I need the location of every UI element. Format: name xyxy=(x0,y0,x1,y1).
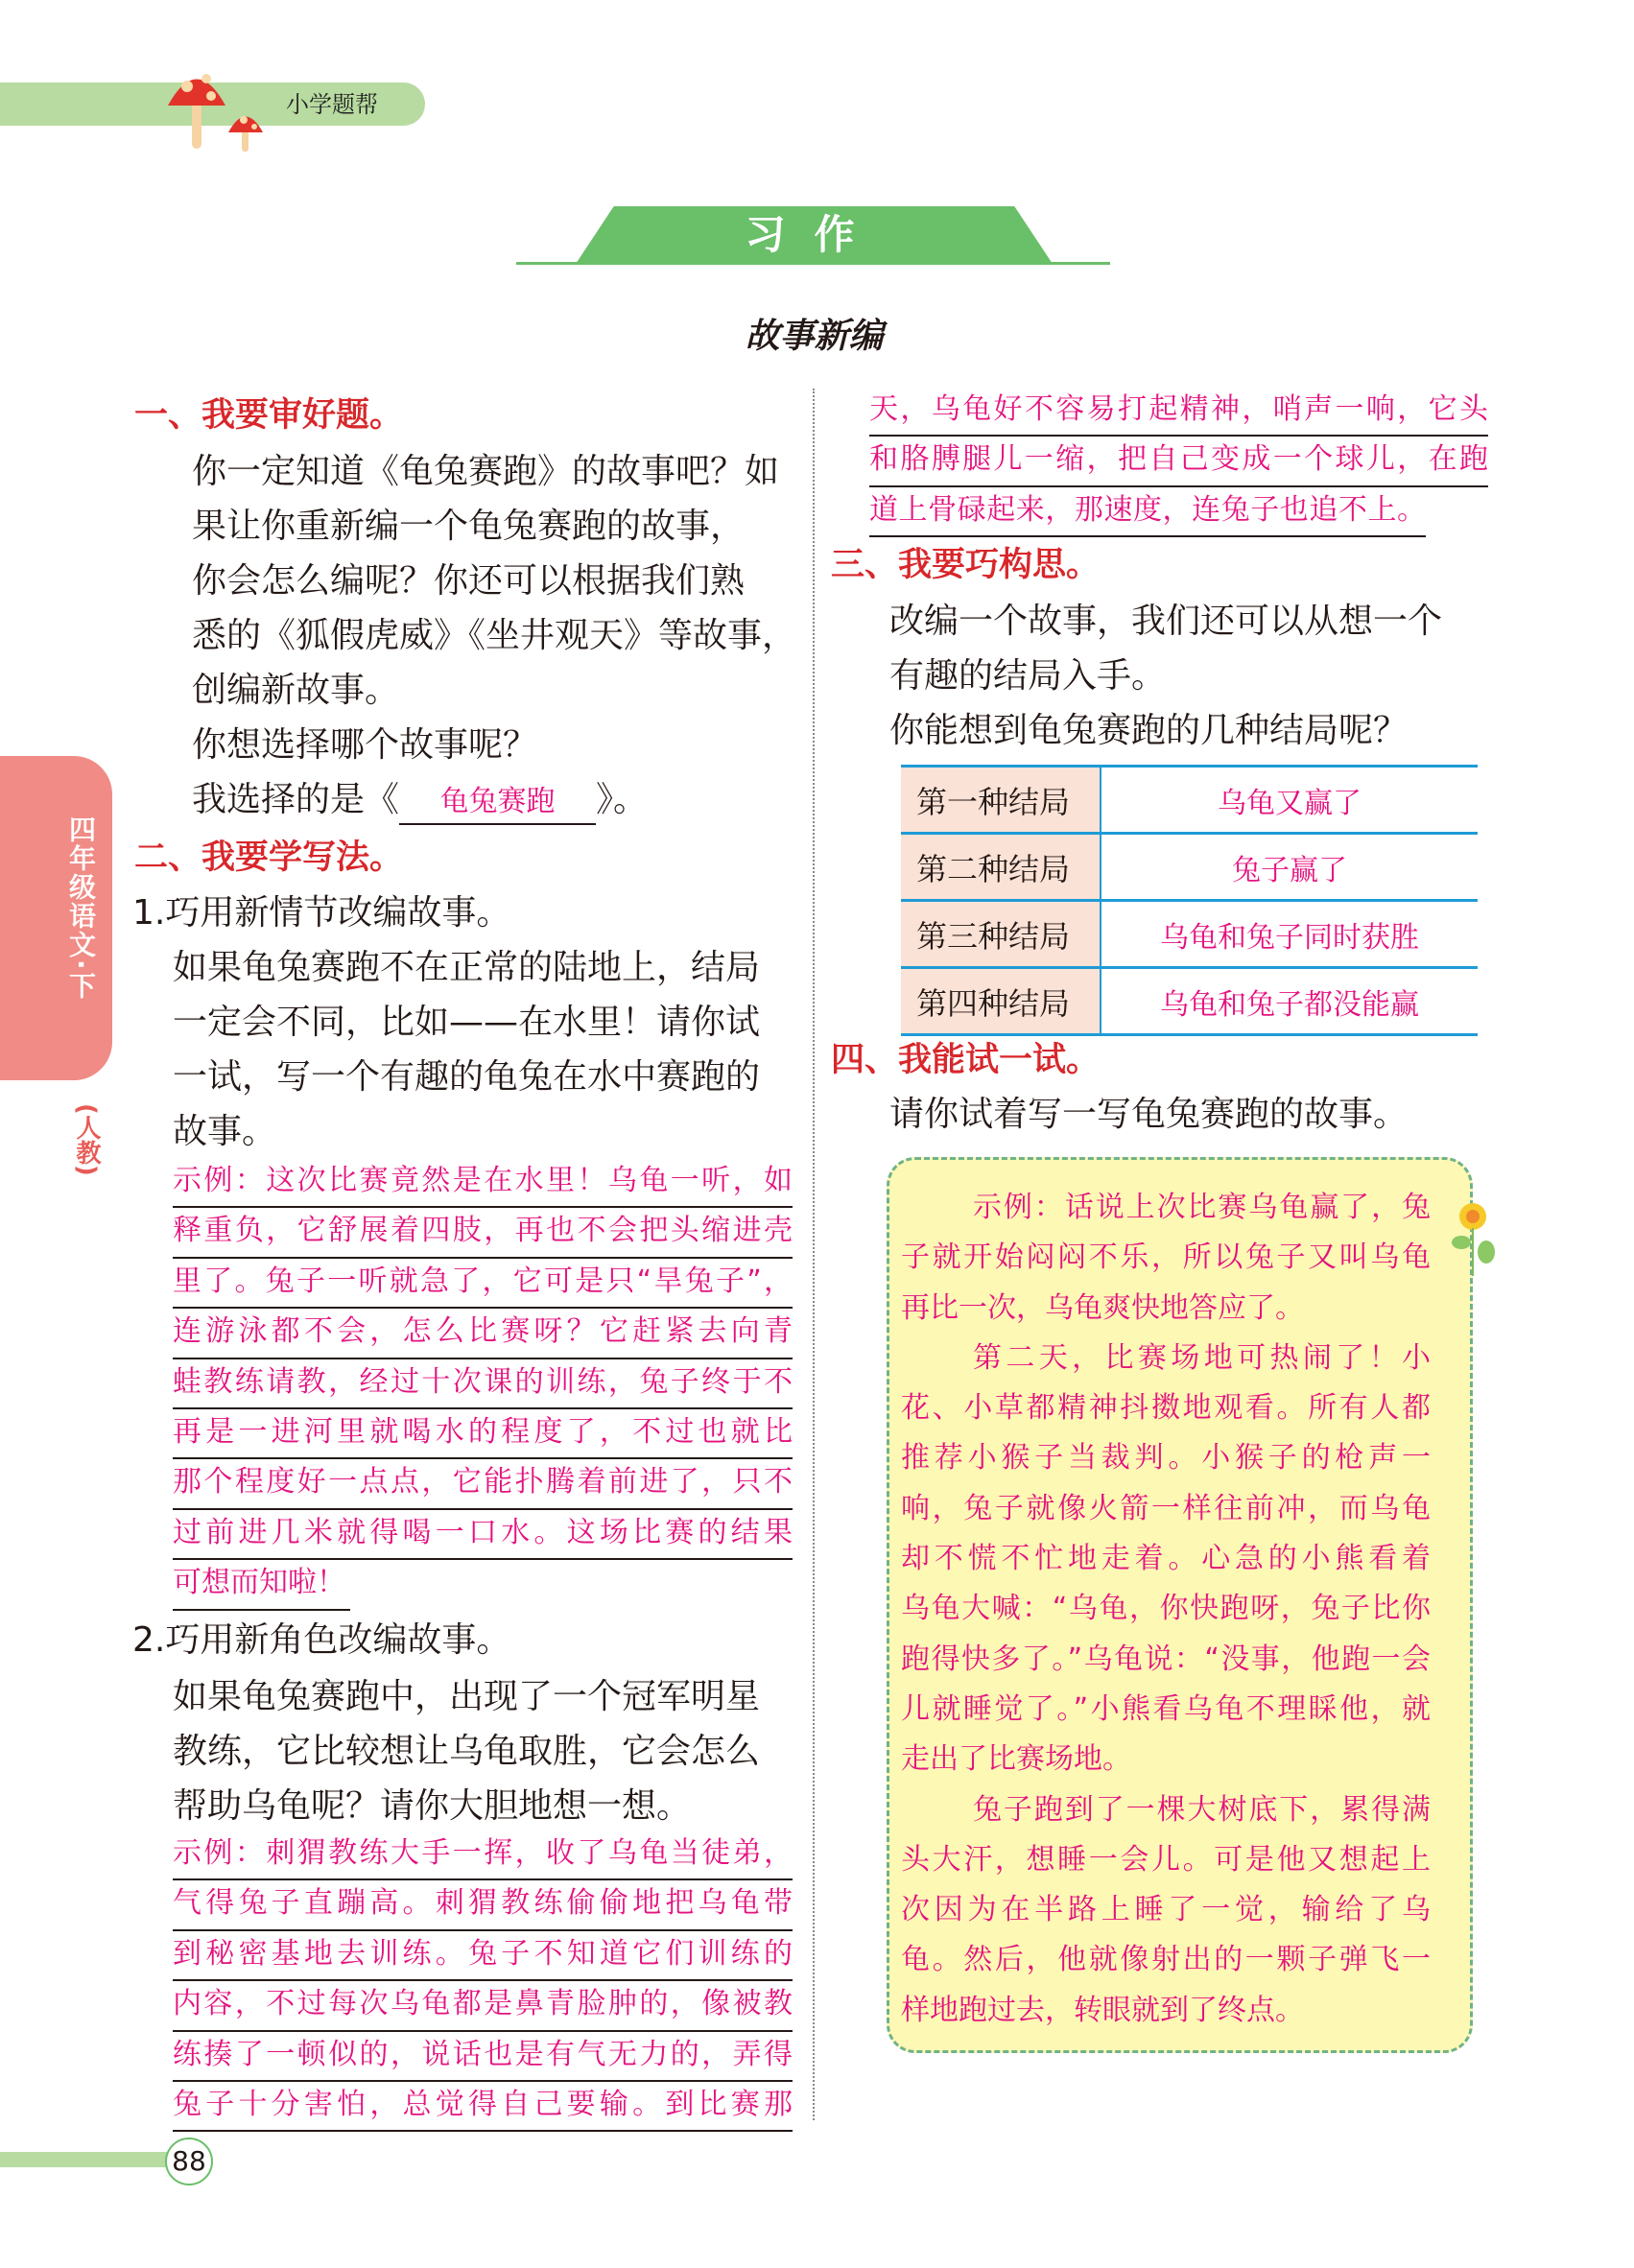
answer-line: 练揍了一顿似的，说话也是有气无力的，弄得 xyxy=(173,2032,793,2082)
answer-line: 蛙教练请教，经过十次课的训练，兔子终于不 xyxy=(173,1359,793,1409)
story-line: 儿就睡觉了。”小熊看乌龟不理睬他，就 xyxy=(901,1691,1431,1726)
ending-label: 第四种结局 xyxy=(901,968,1101,1035)
choice-suffix: 》。 xyxy=(596,780,649,819)
table-row xyxy=(901,901,1478,968)
method-1-text xyxy=(173,940,760,1159)
section-title: 习作 xyxy=(745,211,884,258)
answer-line: 再是一进河里就喝水的程度了，不过也就比 xyxy=(173,1409,793,1459)
choice-line xyxy=(192,772,796,827)
answer-story xyxy=(901,1183,1431,2036)
ending-answer[interactable]: 兔子赢了 xyxy=(1101,834,1478,901)
story-line: 龟。然后，他就像射出的一颗子弹飞一 xyxy=(901,1943,1431,1977)
answer-line: 释重负，它舒展着四肢，再也不会把头缩进壳 xyxy=(173,1208,793,1258)
story-line: 第二天，比赛场地可热闹了！小 xyxy=(973,1340,1431,1375)
text-line: 果让你重新编一个龟兔赛跑的故事， xyxy=(192,507,746,546)
text-line: 你能想到龟兔赛跑的几种结局呢？ xyxy=(889,711,1409,750)
text-line: 教练，它比较想让乌龟取胜，它会怎么 xyxy=(173,1732,761,1771)
story-line: 响，兔子就像火箭一样往前冲，而乌龟 xyxy=(901,1491,1431,1525)
sunflower-icon xyxy=(1444,1199,1502,1276)
answer-line: 到秘密基地去训练。兔子不知道它们训练的 xyxy=(173,1931,793,1981)
text-line: 悉的《狐假虎威》《坐井观天》等故事， xyxy=(192,616,797,655)
story-line: 再比一次，乌龟爽快地答应了。 xyxy=(901,1290,1304,1325)
ending-label: 第三种结局 xyxy=(901,901,1101,968)
heading-section-3: 三、我要巧构思。 xyxy=(831,546,1101,584)
method-2-title: 2.巧用新角色改编故事。 xyxy=(132,1620,511,1660)
method-1-answer xyxy=(173,1158,793,1611)
question-line: 你想选择哪个故事呢？ xyxy=(192,725,538,765)
story-line: 次因为在半路上睡了一觉，输给了乌 xyxy=(901,1893,1431,1927)
answer-line: 兔子十分害怕，总觉得自己要输。到比赛那 xyxy=(173,2082,793,2132)
answer-line: 内容，不过每次乌龟都是鼻青脸肿的，像被教 xyxy=(173,1981,793,2031)
section-1-text xyxy=(192,444,796,827)
text-line: 帮助乌龟呢？请你大胆地想一想。 xyxy=(173,1786,692,1826)
table-row xyxy=(901,767,1478,834)
text-line: 有趣的结局入手。 xyxy=(889,656,1167,696)
answer-line: 示例：刺猬教练大手一挥，收了乌龟当徒弟， xyxy=(173,1831,793,1880)
table-row xyxy=(901,968,1478,1035)
answer-line: 那个程度好一点点，它能扑腾着前进了，只不 xyxy=(173,1459,793,1509)
answer-line: 气得兔子直蹦高。刺猬教练偷偷地把乌龟带 xyxy=(173,1880,793,1930)
answer-line: 天，乌龟好不容易打起精神，哨声一响，它头 xyxy=(869,387,1488,437)
ending-label: 第一种结局 xyxy=(901,767,1101,834)
story-line: 子就开始闷闷不乐，所以兔子又叫乌龟 xyxy=(901,1240,1431,1275)
method-2-answer xyxy=(173,1831,793,2132)
heading-section-2: 二、我要学写法。 xyxy=(134,839,404,877)
endings-table xyxy=(901,765,1478,1036)
story-line: 头大汗，想睡一会儿。可是他又想起上 xyxy=(901,1842,1431,1877)
choice-answer[interactable]: 龟兔赛跑 xyxy=(399,781,596,825)
answer-line: 可想而知啦！ xyxy=(173,1560,350,1610)
method-2-answer-continued xyxy=(869,387,1488,537)
answer-line: 道上骨碌起来，那速度，连兔子也追不上。 xyxy=(869,487,1426,537)
table-row xyxy=(901,834,1478,901)
text-line: 故事。 xyxy=(173,1112,277,1151)
text-line: 如果龟兔赛跑不在正常的陆地上，结局 xyxy=(173,948,761,987)
method-2-text xyxy=(173,1669,760,1833)
mushroom-icon xyxy=(163,58,278,154)
text-line: 创编新故事。 xyxy=(192,671,400,710)
ending-label: 第二种结局 xyxy=(901,834,1101,901)
footer-bar xyxy=(0,2152,192,2167)
choice-prefix: 我选择的是《 xyxy=(192,780,400,819)
ending-answer[interactable]: 乌龟又赢了 xyxy=(1101,767,1478,834)
ending-answer[interactable]: 乌龟和兔子同时获胜 xyxy=(1101,901,1478,968)
story-line: 推荐小猴子当裁判。小猴子的枪声一 xyxy=(901,1441,1431,1476)
answer-line: 示例：这次比赛竟然是在水里！乌龟一听，如 xyxy=(173,1158,793,1208)
story-line: 却不慌不忙地走着。心急的小熊看着 xyxy=(901,1542,1431,1576)
section-4-prompt: 请你试着写一写龟兔赛跑的故事。 xyxy=(889,1095,1409,1134)
answer-line: 连游泳都不会，怎么比赛呀？它赶紧去向青 xyxy=(173,1309,793,1358)
text-line: 改编一个故事，我们还可以从想一个 xyxy=(889,602,1443,641)
text-line: 一定会不同，比如——在水里！请你试 xyxy=(173,1003,761,1042)
text-line: 如果龟兔赛跑中，出现了一个冠军明星 xyxy=(173,1677,761,1716)
text-line: 你一定知道《龟兔赛跑》的故事吧？如 xyxy=(192,452,780,491)
story-line: 兔子跑到了一棵大树底下，累得满 xyxy=(973,1792,1431,1827)
story-line: 乌龟大喊：“乌龟，你快跑呀，兔子比你 xyxy=(901,1592,1431,1626)
answer-line: 和胳膊腿儿一缩，把自己变成一个球儿，在跑 xyxy=(869,437,1488,486)
story-line: 示例：话说上次比赛乌龟赢了，兔 xyxy=(973,1191,1431,1224)
column-divider xyxy=(813,389,815,2120)
page-subtitle: 故事新编 xyxy=(745,317,884,356)
story-line: 样地跑过去，转眼就到了终点。 xyxy=(901,1993,1304,2027)
ending-answer[interactable]: 乌龟和兔子都没能赢 xyxy=(1101,968,1478,1035)
heading-section-4: 四、我能试一试。 xyxy=(831,1041,1101,1079)
answer-line: 里了。兔子一听就急了，它可是只“旱兔子”， xyxy=(173,1259,793,1309)
brand-name: 小学题帮 xyxy=(286,91,378,118)
method-1-title: 1.巧用新情节改编故事。 xyxy=(132,893,511,933)
story-line: 花、小草都精神抖擞地观看。所有人都 xyxy=(901,1391,1431,1426)
story-line: 走出了比赛场地。 xyxy=(901,1742,1131,1777)
text-line: 你会怎么编呢？你还可以根据我们熟 xyxy=(192,561,746,601)
grade-label: 四年级语文·下 xyxy=(65,815,97,1001)
section-underline xyxy=(516,262,1110,265)
heading-section-1: 一、我要审好题。 xyxy=(134,396,404,435)
edition-label: (人教) xyxy=(72,1103,101,1176)
text-line: 一试，写一个有趣的龟兔在水中赛跑的 xyxy=(173,1057,761,1097)
page-number: 88 xyxy=(165,2138,213,2185)
section-3-text xyxy=(889,594,1442,758)
answer-line: 过前进几米就得喝一口水。这场比赛的结果 xyxy=(173,1510,793,1560)
story-line: 跑得快多了。”乌龟说：“没事，他跑一会 xyxy=(901,1642,1431,1676)
